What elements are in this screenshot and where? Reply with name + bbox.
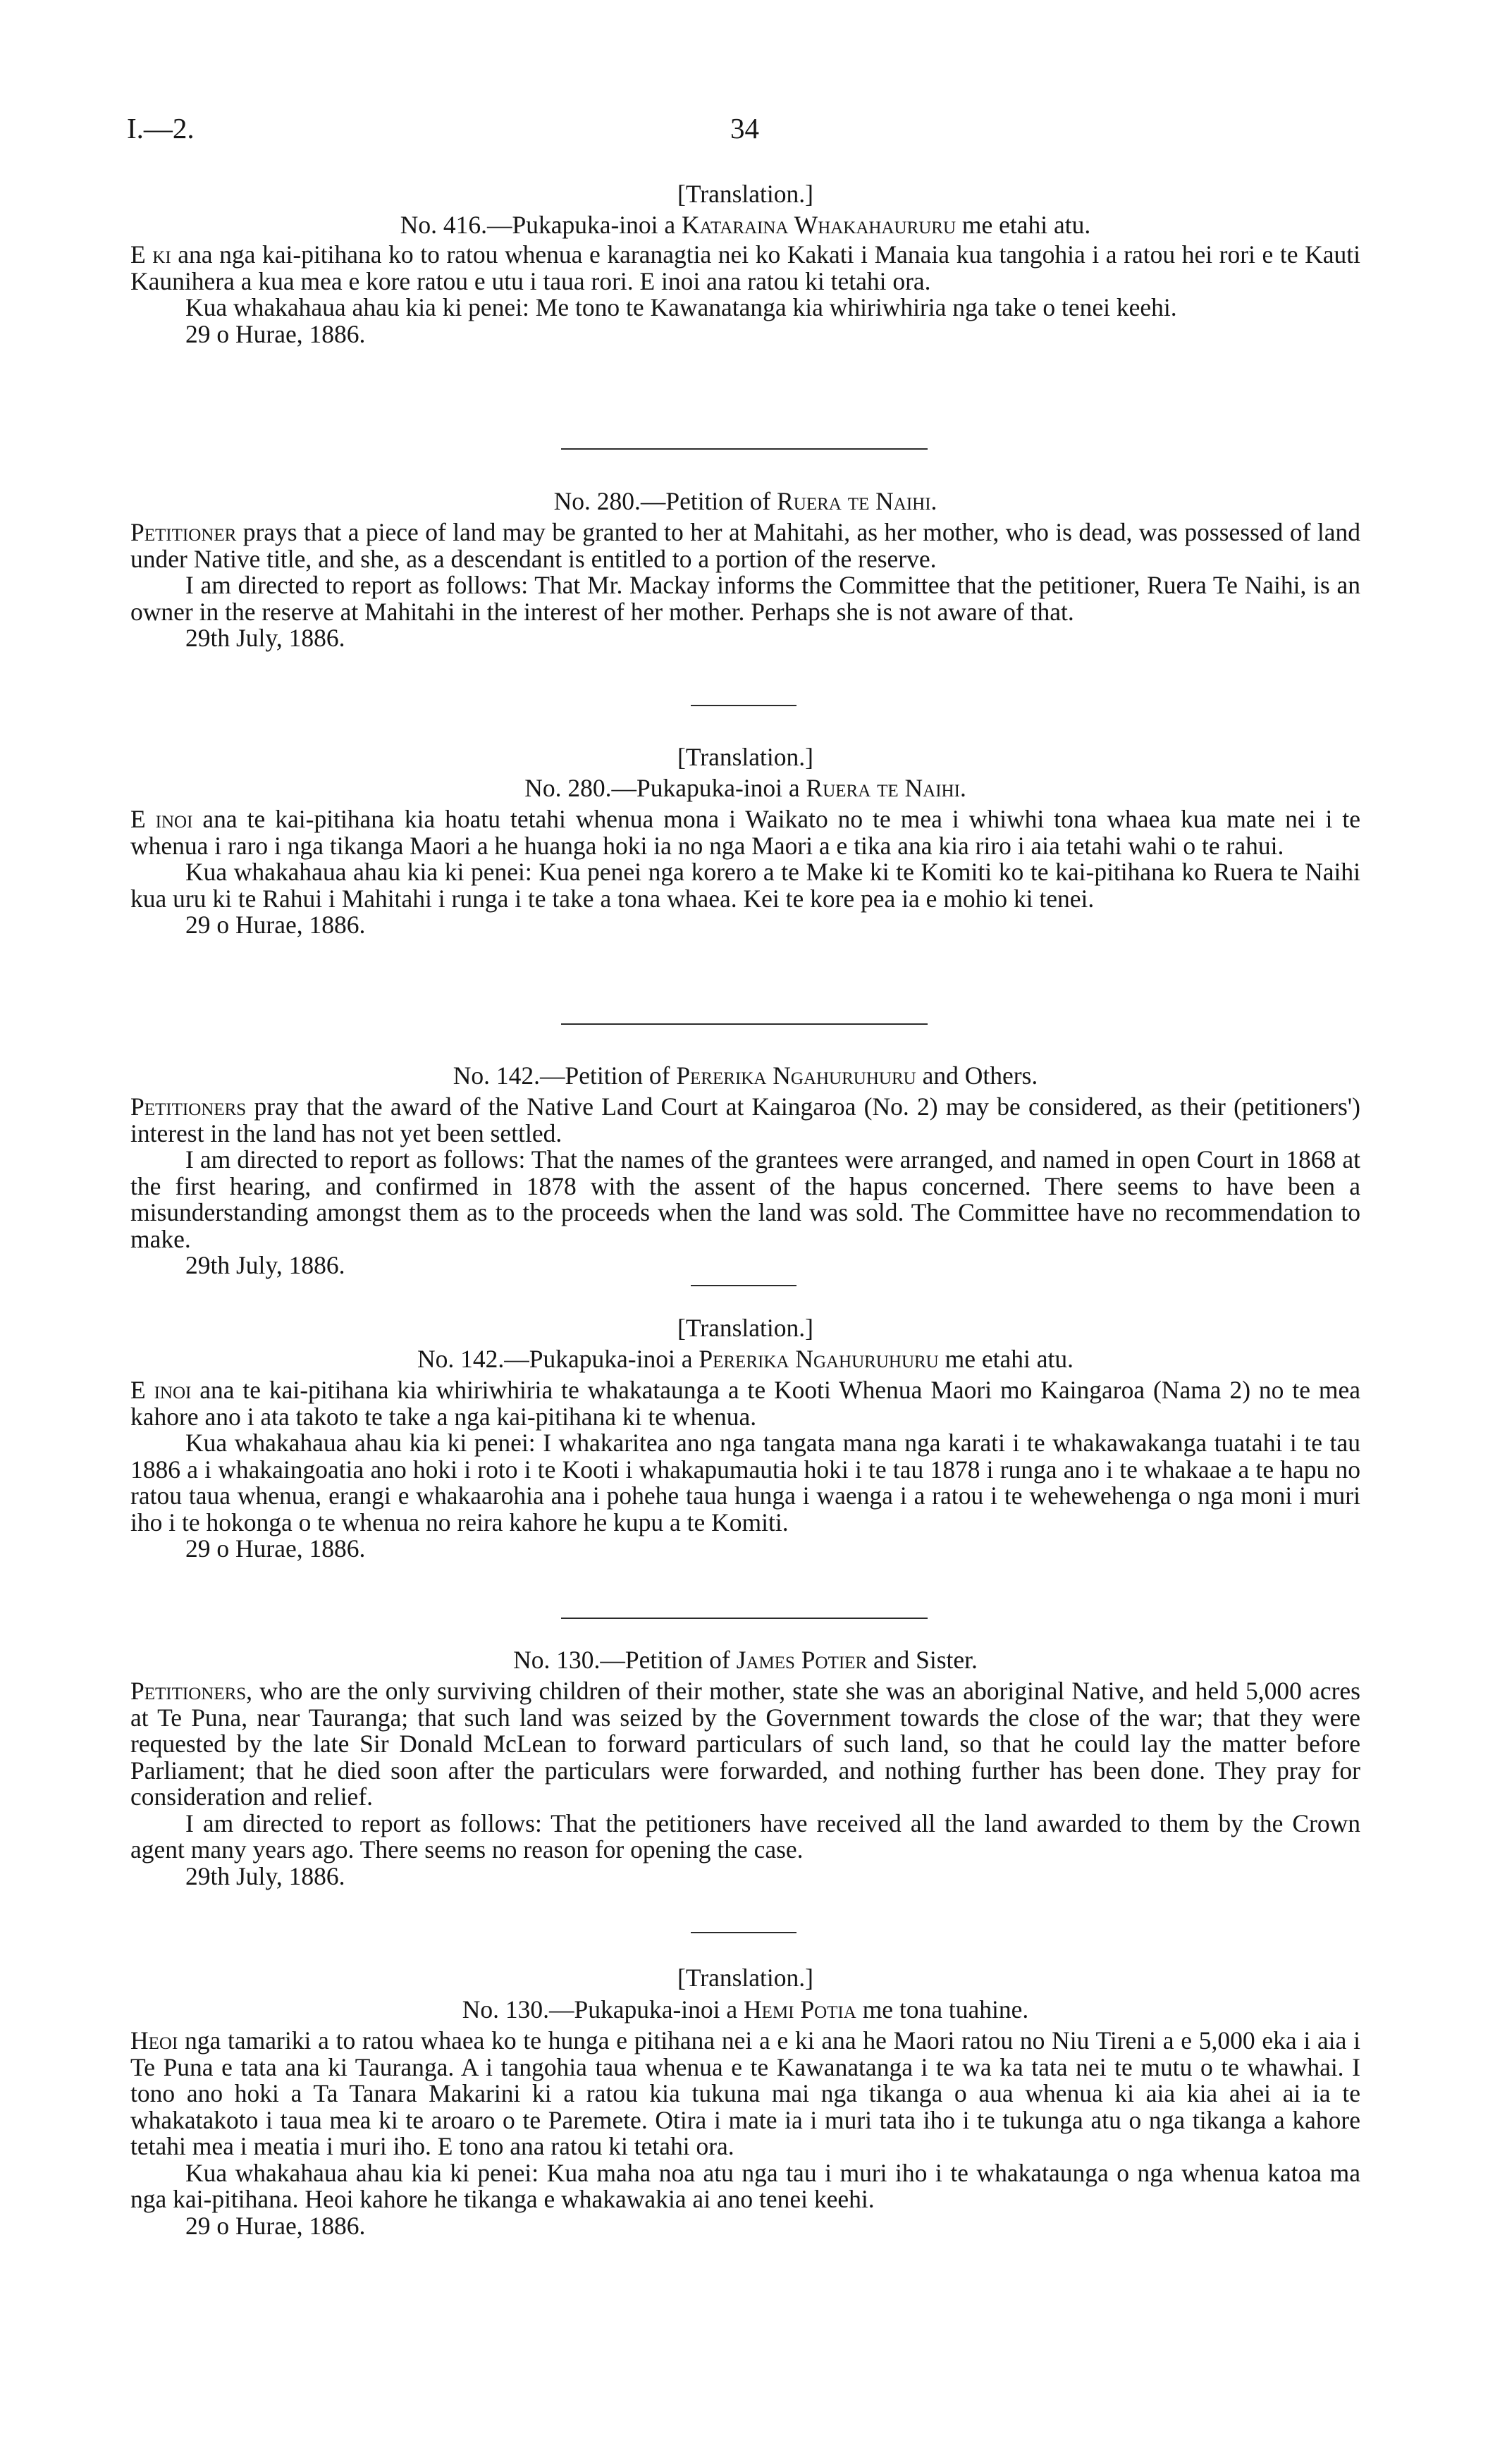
date-line: 29 o Hurae, 1886. xyxy=(185,2211,366,2240)
section-title-prefix: No. 130.—Pukapuka-inoi a xyxy=(462,1995,744,2023)
lead-word: Petitioner xyxy=(130,518,237,546)
report-code: I.—2. xyxy=(127,112,195,144)
lead-word: Petitioners xyxy=(130,1092,247,1121)
section-title xyxy=(130,488,1360,515)
page-number: 34 xyxy=(730,112,759,144)
paragraph xyxy=(130,1678,1360,1811)
paragraph: Kua whakahaua ahau kia ki penei: Me tono te Kawanatanga kia whiriwhiria nga take o tenei keehi. xyxy=(185,293,1177,321)
section-body xyxy=(130,519,1360,652)
paragraph xyxy=(130,242,1360,295)
section-body xyxy=(130,806,1360,939)
section-title xyxy=(130,1646,1360,1673)
paragraph xyxy=(130,2028,1360,2160)
section-divider xyxy=(561,1023,928,1025)
section-title xyxy=(130,775,1360,801)
paragraph-text: ana te kai-pitihana kia whiriwhiria te whakataunga a te Kooti Whenua Maori mo Kaingaroa (Nama 2) no te mea kahore ano i ata takoto te take a nga kai-pitihana ki te whenua. xyxy=(130,1376,1360,1431)
paragraph xyxy=(130,806,1360,859)
petitioner-name: Ruera te Naihi xyxy=(806,774,960,802)
date-line: 29th July, 1886. xyxy=(185,1861,345,1890)
translation-label: [Translation.] xyxy=(677,180,813,208)
short-divider xyxy=(691,1285,796,1286)
translation-label: [Translation.] xyxy=(677,1314,813,1342)
section-title xyxy=(130,211,1360,238)
section-title-suffix: me etahi atu. xyxy=(956,211,1091,239)
petitioner-name: Hemi Potia xyxy=(744,1995,856,2023)
paragraph xyxy=(130,1094,1360,1147)
paragraph: Kua whakahaua ahau kia ki penei: Kua penei nga korero a te Make ki te Komiti ko te kai-pitihana ko Ruera te Naihi kua uru ki te Rahui i Mahitahi i runga i te take a tona whaea. Kei te kore pea ia e mohio ki tenei. xyxy=(130,858,1360,913)
petitioner-name: Pererika Ngahuruhuru xyxy=(676,1061,916,1090)
paragraph: I am directed to report as follows: That the petitioners have received all the land awarded to them by the Crown agent many years ago. There seems no reason for opening the case. xyxy=(130,1809,1360,1864)
section-title-suffix: me tona tuahine. xyxy=(856,1995,1029,2023)
section-divider xyxy=(561,448,928,450)
section-title-suffix: . xyxy=(930,487,937,515)
section-title-suffix: and Sister. xyxy=(867,1646,978,1674)
lead-word: E inoi xyxy=(130,805,193,833)
lead-word: E ki xyxy=(130,240,171,269)
paragraph: Kua whakahaua ahau kia ki penei: Kua maha noa atu nga tau i muri iho i te whakataunga o nga whenua katoa ma nga kai-pitihana. Heoi kahore he tikanga e whakawakia ai ano tenei keehi. xyxy=(130,2158,1360,2213)
paragraph-text: , who are the only surviving children of their mother, state she was an aboriginal Native, and held 5,000 acres at Te Puna, near Tauranga; that such land was seized by the Government towards the close of the war; that they were requested by the late Sir Donald McLean to forward particulars of such land, so that he could lay the matter before Parliament; that he died soon after the particulars were forwarded, and nothing further has been done. They pray for consideration and relief. xyxy=(130,1677,1360,1811)
paragraph-text: prays that a piece of land may be granted to her at Mahitahi, as her mother, who is dead, was possessed of land under Native title, and she, as a descendant is entitled to a portion of the reserve. xyxy=(130,518,1360,573)
date-line: 29 o Hurae, 1886. xyxy=(185,911,366,939)
section-body xyxy=(130,242,1360,347)
section-title-prefix: No. 142.—Petition of xyxy=(453,1061,677,1090)
section-title-prefix: No. 280.—Pukapuka-inoi a xyxy=(524,774,806,802)
petitioner-name: James Potier xyxy=(736,1646,868,1674)
paragraph-text: nga tamariki a to ratou whaea ko te hunga e pitihana nei a e ki ana he Maori ratou no Niu Tireni a e 5,000 eka i aia i Te Puna e tata ana ki Tauranga. A i tangohia taua whenua e te Kawanatanga i te wa ka tata nei te mutu o te whawhai. I tono ano hoki a Ta Tanara Makarini ki a ratou kia tukuna mai nga tikanga o aua whenua ki aia kia ahei ai ia te whakatakoto i taua mea ki te aroaro o te Paremete. Otira i mate ia i muri tata iho i te tukunga atu o nga tikanga a kahore tetahi mea i meatia i muri iho. E tono ana ratou ki tetahi ora. xyxy=(130,2026,1360,2160)
paragraph-text: pray that the award of the Native Land Court at Kaingaroa (No. 2) may be considered, as their (petitioners') interest in the land has not yet been settled. xyxy=(130,1092,1360,1147)
section-title-prefix: No. 280.—Petition of xyxy=(553,487,777,515)
translation-label: [Translation.] xyxy=(677,1964,813,1992)
section-body xyxy=(130,1377,1360,1563)
section-title-suffix: me etahi atu. xyxy=(938,1345,1074,1373)
paragraph xyxy=(130,519,1360,572)
paragraph xyxy=(130,1377,1360,1430)
section-divider xyxy=(561,1618,928,1619)
paragraph-text: ana nga kai-pitihana ko to ratou whenua e karanagtia nei ko Kakati i Manaia kua tangohia i a ratou hei rori e te Kauti Kaunihera a kua mea e kore ratou e utu i taua rori. E inoi ana ratou ki tetahi ora. xyxy=(130,240,1360,295)
date-line: 29 o Hurae, 1886. xyxy=(185,319,366,348)
date-line: 29th July, 1886. xyxy=(185,624,345,652)
section-title-prefix: No. 416.—Pukapuka-inoi a xyxy=(400,211,682,239)
section-title-prefix: No. 130.—Petition of xyxy=(513,1646,737,1674)
section-title xyxy=(130,1062,1360,1089)
section-body xyxy=(130,1094,1360,1279)
lead-word: E inoi xyxy=(130,1376,192,1404)
short-divider xyxy=(691,1932,796,1933)
petitioner-name: Kataraina Whakahaururu xyxy=(682,211,957,239)
paragraph: I am directed to report as follows: That the names of the grantees were arranged, and named in open Court in 1868 at the first hearing, and confirmed in 1878 with the assent of the hapus concerned. There seems to have been a misunderstanding amongst them as to the proceeds when the land was sold. The Committee have no recommendation to make. xyxy=(130,1145,1360,1253)
section-title-suffix: and Others. xyxy=(916,1061,1038,1090)
translation-label: [Translation.] xyxy=(677,743,813,771)
petitioner-name: Pererika Ngahuruhuru xyxy=(699,1345,939,1373)
paragraph: Kua whakahaua ahau kia ki penei: I whakaritea ano nga tangata mana nga karati i te whakawakanga tuatahi i te tau 1886 a i whakaingoatia ano hoki i roto i te Kooti i whakapumautia hoki i te tau 1878 i runga ano i te whakaae a te hapu no ratou taua whenua, erangi e whakaarohia ana i pohehe taua hunga i waenga i a ratou i te wehewehenga o nga moni i muri iho i te hokonga o te whenua no reira kahore he kupu a te Komiti. xyxy=(130,1429,1360,1536)
date-line: 29 o Hurae, 1886. xyxy=(185,1534,366,1563)
date-line: 29th July, 1886. xyxy=(185,1251,345,1279)
lead-word: Heoi xyxy=(130,2026,178,2055)
lead-word: Petitioners xyxy=(130,1677,247,1705)
paragraph: I am directed to report as follows: That Mr. Mackay informs the Committee that the petitioner, Ruera Te Naihi, is an owner in the reserve at Mahitahi in the interest of her mother. Perhaps she is not aware of that. xyxy=(130,571,1360,626)
section-title-suffix: . xyxy=(959,774,966,802)
section-title-prefix: No. 142.—Pukapuka-inoi a xyxy=(417,1345,699,1373)
section-title xyxy=(130,1345,1360,1372)
section-body xyxy=(130,2028,1360,2239)
petitioner-name: Ruera te Naihi xyxy=(777,487,931,515)
section-body xyxy=(130,1678,1360,1890)
section-title xyxy=(130,1996,1360,2023)
short-divider xyxy=(691,705,796,706)
paragraph-text: ana te kai-pitihana kia hoatu tetahi whenua mona i Waikato no te mea i whiwhi tona whaea kua mate nei i te whenua i raro i nga tikanga Maori a he huanga hoki ia no nga Maori a e tika ana kia riro i aia tetahi wahi o te rahui. xyxy=(130,805,1360,860)
